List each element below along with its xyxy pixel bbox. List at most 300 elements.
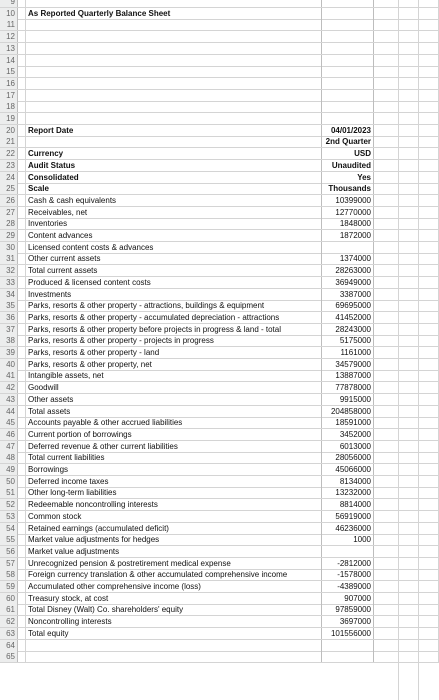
row-number[interactable]: 57 [0,558,18,569]
cell-label[interactable]: Current portion of borrowings [28,429,132,439]
row-number[interactable]: 13 [0,43,18,54]
cell-a[interactable] [18,429,26,440]
cell-label[interactable] [28,66,319,77]
row-number[interactable]: 21 [0,136,18,147]
row-number[interactable]: 30 [0,242,18,253]
cell-value[interactable] [321,55,374,66]
cell-empty[interactable] [376,511,439,522]
cell-empty[interactable] [376,604,439,615]
cell-value[interactable]: 1848000 [321,218,374,229]
cell-label[interactable]: Consolidated [28,172,79,182]
cell-a[interactable] [18,253,26,264]
cell-a[interactable] [18,628,26,639]
row-number[interactable]: 16 [0,78,18,89]
cell-value[interactable]: 04/01/2023 [321,125,374,136]
cell-value[interactable] [321,43,374,54]
cell-value[interactable]: 1161000 [321,347,374,358]
cell-a[interactable] [18,581,26,592]
cell-empty[interactable] [376,183,439,194]
cell-empty[interactable] [376,195,439,206]
cell-a[interactable] [18,207,26,218]
cell-label[interactable]: Other current assets [28,254,101,264]
sheet-row [0,218,439,230]
row-number[interactable]: 9 [0,0,18,7]
row-number[interactable]: 27 [0,207,18,218]
cell-empty[interactable] [376,406,439,417]
cell-empty[interactable] [376,253,439,264]
row-number[interactable]: 35 [0,300,18,311]
cell-label[interactable]: Parks, resorts & other property, net [28,359,152,369]
cell-value[interactable] [321,90,374,101]
cell-a[interactable] [18,394,26,405]
row-number[interactable]: 43 [0,394,18,405]
cell-label[interactable]: Produced & licensed content costs [28,277,151,287]
cell-label[interactable]: Other assets [28,394,74,404]
cell-a[interactable] [18,312,26,323]
cell-empty[interactable] [376,90,439,101]
cell-value[interactable]: 1374000 [321,253,374,264]
sheet-row [0,406,439,418]
row-number[interactable]: 20 [0,125,18,136]
cell-label[interactable]: Market value adjustments [28,546,120,556]
cell-a[interactable] [18,148,26,159]
cell-label[interactable]: Parks, resorts & other property - projects in progress [28,336,214,346]
cell-a[interactable] [18,55,26,66]
cell-empty[interactable] [376,8,439,19]
cell-empty[interactable] [376,19,439,30]
cell-label[interactable]: Intangible assets, net [28,371,104,381]
cell-empty[interactable] [376,593,439,604]
cell-empty[interactable] [376,499,439,510]
cell-value[interactable]: 97859000 [321,604,374,615]
cell-a[interactable] [18,593,26,604]
cell-value[interactable]: 46236000 [321,523,374,534]
sheet-row [0,101,439,113]
cell-label[interactable]: Scale [28,184,49,194]
cell-empty[interactable] [376,172,439,183]
cell-label[interactable]: Borrowings [28,465,69,474]
cell-label[interactable]: Accumulated other comprehensive income (loss) [28,582,201,591]
cell-a[interactable] [18,569,26,580]
cell-value[interactable]: 2nd Quarter [321,136,374,147]
cell-a[interactable] [18,558,26,569]
cell-label[interactable]: Parks, resorts & other property - land [28,348,160,357]
cell-label[interactable]: Common stock [28,511,82,521]
cell-label[interactable] [28,55,319,66]
cell-value[interactable]: Thousands [321,183,374,194]
cell-label[interactable]: Unrecognized pension & postretirement medical expense [28,558,231,568]
cell-empty[interactable] [376,382,439,393]
cell-a[interactable] [18,511,26,522]
row-number[interactable]: 11 [0,19,18,30]
row-number[interactable]: 51 [0,487,18,498]
cell-value[interactable]: Unaudited [321,160,374,171]
cell-label[interactable]: Total Disney (Walt) Co. shareholders' equity [28,605,184,615]
cell-empty[interactable] [376,148,439,159]
row-number[interactable]: 36 [0,312,18,323]
cell-value[interactable] [321,0,374,7]
cell-empty[interactable] [376,640,439,651]
cell-empty[interactable] [376,160,439,171]
cell-a[interactable] [18,230,26,241]
sheet-row [0,8,439,20]
cell-empty[interactable] [376,125,439,136]
cell-empty[interactable] [376,628,439,639]
row-number[interactable]: 40 [0,359,18,370]
cell-value[interactable] [321,66,374,77]
cell-label[interactable] [28,651,319,662]
row-number[interactable]: 37 [0,324,18,335]
cell-value[interactable]: 101556000 [321,628,374,639]
cell-label[interactable]: Other long-term liabilities [28,488,117,498]
cell-a[interactable] [18,125,26,136]
cell-label[interactable]: Goodwill [28,383,59,393]
cell-label[interactable]: Deferred revenue & other current liabilities [28,441,178,451]
cell-value[interactable]: 28056000 [321,452,374,463]
cell-value[interactable] [321,101,374,112]
cell-a[interactable] [18,218,26,229]
cell-a[interactable] [18,370,26,381]
cell-value[interactable]: 12770000 [321,207,374,218]
cell-value[interactable]: 204858000 [321,406,374,417]
cell-label[interactable]: Market value adjustments for hedges [28,535,160,545]
cell-a[interactable] [18,0,26,7]
cell-empty[interactable] [376,464,439,475]
row-number[interactable]: 22 [0,148,18,159]
cell-value[interactable]: -1578000 [321,569,374,580]
cell-value[interactable]: 907000 [321,593,374,604]
cell-empty[interactable] [376,218,439,229]
cell-value[interactable]: Yes [321,172,374,183]
cell-empty[interactable] [376,370,439,381]
cell-label[interactable]: Content advances [28,231,93,240]
cell-label[interactable]: Inventories [28,219,68,229]
cell-empty[interactable] [376,359,439,370]
cell-a[interactable] [18,406,26,417]
cell-value[interactable] [321,78,374,89]
cell-empty[interactable] [376,558,439,569]
cell-label[interactable] [28,78,319,89]
cell-value[interactable]: 56919000 [321,511,374,522]
cell-a[interactable] [18,417,26,428]
sheet-row [0,429,439,441]
sheet-row [0,19,439,31]
cell-empty[interactable] [376,312,439,323]
cell-a[interactable] [18,476,26,487]
cell-a[interactable] [18,324,26,335]
cell-value[interactable]: 3387000 [321,289,374,300]
cell-value[interactable] [321,19,374,30]
cell-a[interactable] [18,335,26,346]
row-number[interactable]: 48 [0,452,18,463]
row-number[interactable]: 63 [0,628,18,639]
cell-a[interactable] [18,31,26,42]
cell-a[interactable] [18,172,26,183]
cell-a[interactable] [18,78,26,89]
cell-empty[interactable] [376,0,439,7]
cell-empty[interactable] [376,476,439,487]
row-number[interactable]: 56 [0,546,18,557]
cell-value[interactable]: 1872000 [321,230,374,241]
cell-label[interactable]: Investments [28,289,72,299]
row-number[interactable]: 53 [0,511,18,522]
sheet-row [0,534,439,546]
cell-a[interactable] [18,289,26,300]
cell-value[interactable]: 9915000 [321,394,374,405]
cell-label[interactable]: Currency [28,149,64,159]
cell-a[interactable] [18,8,26,19]
row-number[interactable]: 44 [0,406,18,417]
cell-value[interactable]: 8814000 [321,499,374,510]
cell-empty[interactable] [376,441,439,452]
cell-empty[interactable] [376,487,439,498]
cell-label[interactable] [28,31,319,42]
cell-a[interactable] [18,382,26,393]
cell-value[interactable] [321,242,374,253]
row-number[interactable]: 17 [0,90,18,101]
cell-value[interactable]: -4389000 [321,581,374,592]
row-number[interactable]: 25 [0,183,18,194]
cell-label[interactable]: Deferred income taxes [28,476,109,486]
cell-label[interactable] [28,0,319,7]
cell-empty[interactable] [376,230,439,241]
cell-label[interactable]: Audit Status [28,160,76,170]
sheet-row [0,300,439,312]
cell-empty[interactable] [376,523,439,534]
cell-label[interactable] [28,113,319,124]
row-number[interactable]: 33 [0,277,18,288]
cell-label[interactable]: Foreign currency translation & other accumulated comprehensive income [28,570,288,580]
row-number[interactable]: 60 [0,593,18,604]
cell-value[interactable]: 41452000 [321,312,374,323]
row-number[interactable]: 32 [0,265,18,276]
row-number[interactable]: 24 [0,172,18,183]
cell-a[interactable] [18,113,26,124]
cell-empty[interactable] [376,78,439,89]
cell-label[interactable]: Redeemable noncontrolling interests [28,500,158,510]
cell-empty[interactable] [376,581,439,592]
cell-a[interactable] [18,464,26,475]
row-number[interactable]: 61 [0,604,18,615]
cell-value[interactable]: 3452000 [321,429,374,440]
cell-label[interactable]: Noncontrolling interests [28,617,112,627]
row-number[interactable]: 49 [0,464,18,475]
row-number[interactable]: 52 [0,499,18,510]
cell-empty[interactable] [376,136,439,147]
cell-empty[interactable] [376,651,439,662]
cell-empty[interactable] [376,66,439,77]
sheet-row [0,289,439,301]
cell-label[interactable]: Parks, resorts & other property - accumulated depreciation - attractions [28,312,280,322]
cell-label[interactable]: Retained earnings (accumulated deficit) [28,523,169,533]
cell-value[interactable] [321,651,374,662]
cell-label[interactable]: Cash & cash equivalents [28,195,117,205]
cell-a[interactable] [18,300,26,311]
cell-empty[interactable] [376,546,439,557]
cell-label[interactable] [28,90,319,101]
row-number[interactable]: 50 [0,476,18,487]
cell-label[interactable] [28,19,319,30]
row-number[interactable]: 65 [0,651,18,662]
cell-value[interactable]: 28263000 [321,265,374,276]
cell-a[interactable] [18,160,26,171]
row-number[interactable]: 29 [0,230,18,241]
cell-value[interactable]: 36949000 [321,277,374,288]
cell-label[interactable] [28,43,319,54]
cell-label[interactable] [28,136,319,147]
cell-label[interactable]: Licensed content costs & advances [28,242,154,252]
cell-label[interactable]: Total current liabilities [28,453,105,463]
row-number[interactable]: 12 [0,31,18,42]
cell-empty[interactable] [376,265,439,276]
sheet-row [0,382,439,394]
row-number[interactable]: 31 [0,253,18,264]
cell-label[interactable]: Total current assets [28,266,98,276]
cell-value[interactable]: 10399000 [321,195,374,206]
row-number[interactable]: 62 [0,616,18,627]
cell-empty[interactable] [376,101,439,112]
cell-a[interactable] [18,183,26,194]
cell-a[interactable] [18,19,26,30]
cell-value[interactable]: 6013000 [321,441,374,452]
row-number[interactable]: 58 [0,569,18,580]
cell-value[interactable] [321,546,374,557]
cell-a[interactable] [18,546,26,557]
cell-value[interactable]: 1000 [321,534,374,545]
cell-empty[interactable] [376,335,439,346]
row-number[interactable]: 38 [0,335,18,346]
row-number[interactable]: 14 [0,55,18,66]
cell-empty[interactable] [376,31,439,42]
cell-value[interactable]: 13232000 [321,487,374,498]
cell-empty[interactable] [376,534,439,545]
cell-label[interactable]: Treasury stock, at cost [28,593,109,603]
cell-a[interactable] [18,616,26,627]
cell-a[interactable] [18,651,26,662]
cell-empty[interactable] [376,207,439,218]
cell-value[interactable]: 34579000 [321,359,374,370]
cell-a[interactable] [18,487,26,498]
cell-a[interactable] [18,441,26,452]
cell-a[interactable] [18,101,26,112]
cell-empty[interactable] [376,347,439,358]
row-number[interactable]: 59 [0,581,18,592]
cell-label[interactable]: Receivables, net [28,207,88,217]
cell-a[interactable] [18,523,26,534]
cell-empty[interactable] [376,55,439,66]
cell-a[interactable] [18,66,26,77]
cell-a[interactable] [18,347,26,358]
cell-label[interactable]: Report Date [28,125,74,135]
cell-empty[interactable] [376,452,439,463]
row-number[interactable]: 23 [0,160,18,171]
sheet-row [0,230,439,242]
cell-value[interactable]: 13887000 [321,370,374,381]
row-number[interactable]: 41 [0,370,18,381]
cell-value[interactable] [321,113,374,124]
cell-value[interactable]: USD [321,148,374,159]
sheet-row [0,476,439,488]
cell-a[interactable] [18,359,26,370]
cell-a[interactable] [18,242,26,253]
cell-empty[interactable] [376,324,439,335]
sheet-row [0,55,439,67]
cell-empty[interactable] [376,289,439,300]
cell-empty[interactable] [376,616,439,627]
row-number[interactable]: 45 [0,417,18,428]
row-number[interactable]: 39 [0,347,18,358]
row-number[interactable]: 10 [0,8,18,19]
cell-value[interactable]: 28243000 [321,324,374,335]
row-number[interactable]: 42 [0,382,18,393]
cell-empty[interactable] [376,569,439,580]
cell-empty[interactable] [376,113,439,124]
cell-label[interactable]: Accounts payable & other accrued liabilities [28,418,183,428]
cell-empty[interactable] [376,417,439,428]
cell-label[interactable]: As Reported Quarterly Balance Sheet [28,8,171,18]
cell-label[interactable]: Parks, resorts & other property before projects in progress & land - total [28,324,282,334]
cell-label[interactable]: Parks, resorts & other property - attractions, buildings & equipment [28,301,265,311]
cell-a[interactable] [18,277,26,288]
row-number[interactable]: 19 [0,113,18,124]
cell-a[interactable] [18,452,26,463]
row-number[interactable]: 46 [0,429,18,440]
cell-value[interactable]: 5175000 [321,335,374,346]
cell-value[interactable]: 18591000 [321,417,374,428]
cell-label[interactable]: Total equity [28,628,69,638]
cell-empty[interactable] [376,429,439,440]
row-number[interactable]: 55 [0,534,18,545]
cell-a[interactable] [18,90,26,101]
cell-a[interactable] [18,604,26,615]
cell-empty[interactable] [376,300,439,311]
row-number[interactable]: 54 [0,523,18,534]
cell-empty[interactable] [376,277,439,288]
cell-empty[interactable] [376,43,439,54]
cell-a[interactable] [18,136,26,147]
cell-a[interactable] [18,265,26,276]
cell-a[interactable] [18,534,26,545]
cell-a[interactable] [18,195,26,206]
cell-empty[interactable] [376,242,439,253]
cell-value[interactable] [321,31,374,42]
cell-value[interactable]: 69695000 [321,300,374,311]
cell-value[interactable]: -2812000 [321,558,374,569]
cell-label[interactable]: Total assets [28,406,71,416]
cell-value[interactable]: 45066000 [321,464,374,475]
cell-value[interactable] [321,640,374,651]
cell-value[interactable]: 8134000 [321,476,374,487]
row-number[interactable]: 47 [0,441,18,452]
row-number[interactable]: 26 [0,195,18,206]
cell-a[interactable] [18,499,26,510]
row-number[interactable]: 15 [0,66,18,77]
cell-value[interactable]: 3697000 [321,616,374,627]
cell-value[interactable] [321,8,374,19]
sheet-row [0,324,439,336]
cell-label[interactable] [28,101,319,112]
row-number[interactable]: 64 [0,640,18,651]
cell-label[interactable] [28,640,319,651]
sheet-row [0,569,439,581]
row-number[interactable]: 34 [0,289,18,300]
cell-empty[interactable] [376,394,439,405]
row-number[interactable]: 18 [0,101,18,112]
cell-value[interactable]: 77878000 [321,382,374,393]
cell-a[interactable] [18,43,26,54]
cell-a[interactable] [18,640,26,651]
row-number[interactable]: 28 [0,218,18,229]
